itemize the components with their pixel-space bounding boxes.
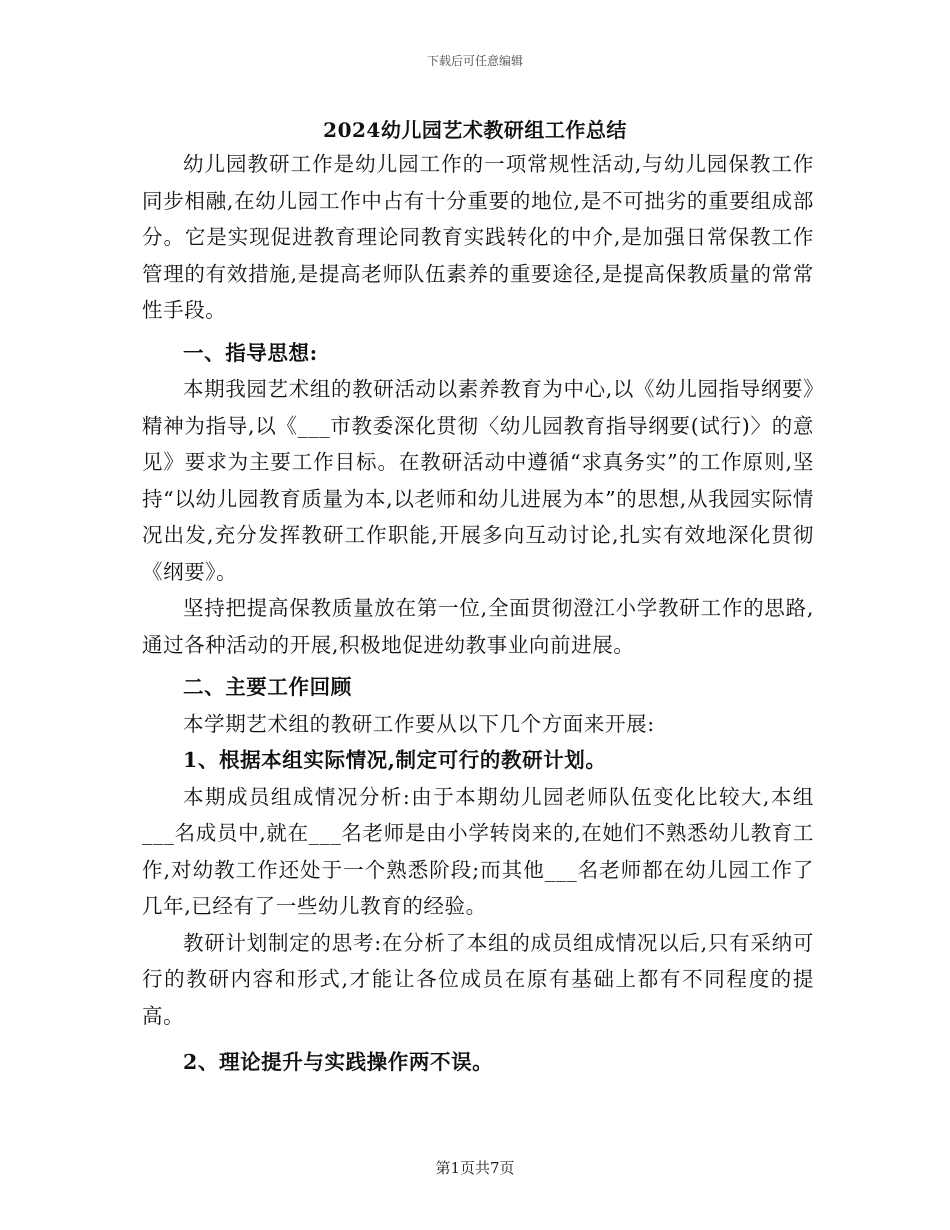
subheading-theory-practice: 2、理论提升与实践操作两不误。 [183,1050,494,1074]
member-analysis-paragraph: 本期成员组成情况分析:由于本期幼儿园老师队伍变化比较大,本组___名成员中,就在___名老师是由小学转岗来的,在她们不熟悉幼儿教育工作,对幼教工作还处于一个熟悉阶段;而其他___名老师都在幼儿园工作了几年,已经有了一些幼儿教育的经验。 [142,784,814,918]
guiding-ideology-paragraph: 本期我园艺术组的教研活动以素养教育为中心,以《幼儿园指导纲要》精神为指导,以《___市教委深化贯彻〈幼儿园教育指导纲要(试行)〉的意见》要求为主要工作目标。在教研活动中遵循“求真务实”的工作原则,坚持“以幼儿园教育质量为本,以老师和幼儿进展为本”的思想,从我园实际情况出发,充分发挥教研工作职能,开展多向互动讨论,扎实有效地深化贯彻《纲要》。 [142,377,814,584]
section-heading-guiding-ideology: 一、指导思想: [183,340,318,365]
subheading-teaching-plan: 1、根据本组实际情况,制定可行的教研计划。 [183,748,607,772]
plan-thinking-paragraph: 教研计划制定的思考:在分析了本组的成员组成情况以后,只有采纳可行的教研内容和形式,才能让各位成员在原有基础上都有不同程度的提高。 [142,930,814,1028]
quality-priority-paragraph: 坚持把提高保教质量放在第一位,全面贯彻澄江小学教研工作的思路,通过各种活动的开展,积极地促进幼教事业向前进展。 [142,596,814,657]
work-review-intro-paragraph: 本学期艺术组的教研工作要从以下几个方面来开展: [183,711,655,736]
page-number: 第1页共7页 [435,1159,515,1177]
section-heading-work-review: 二、主要工作回顾 [183,675,352,699]
header-note: 下载后可任意编辑 [426,54,523,68]
document-title: 2024幼儿园艺术教研组工作总结 [323,118,627,142]
intro-paragraph: 幼儿园教研工作是幼儿园工作的一项常规性活动,与幼儿园保教工作同步相融,在幼儿园工作中占有十分重要的地位,是不可拙劣的重要组成部分。它是实现促进教育理论同教育实践转化的中介,是加强日常保教工作管理的有效措施,是提高老师队伍素养的重要途径,是提高保教质量的常常性手段。 [142,152,814,322]
document-body [142,146,814,1081]
